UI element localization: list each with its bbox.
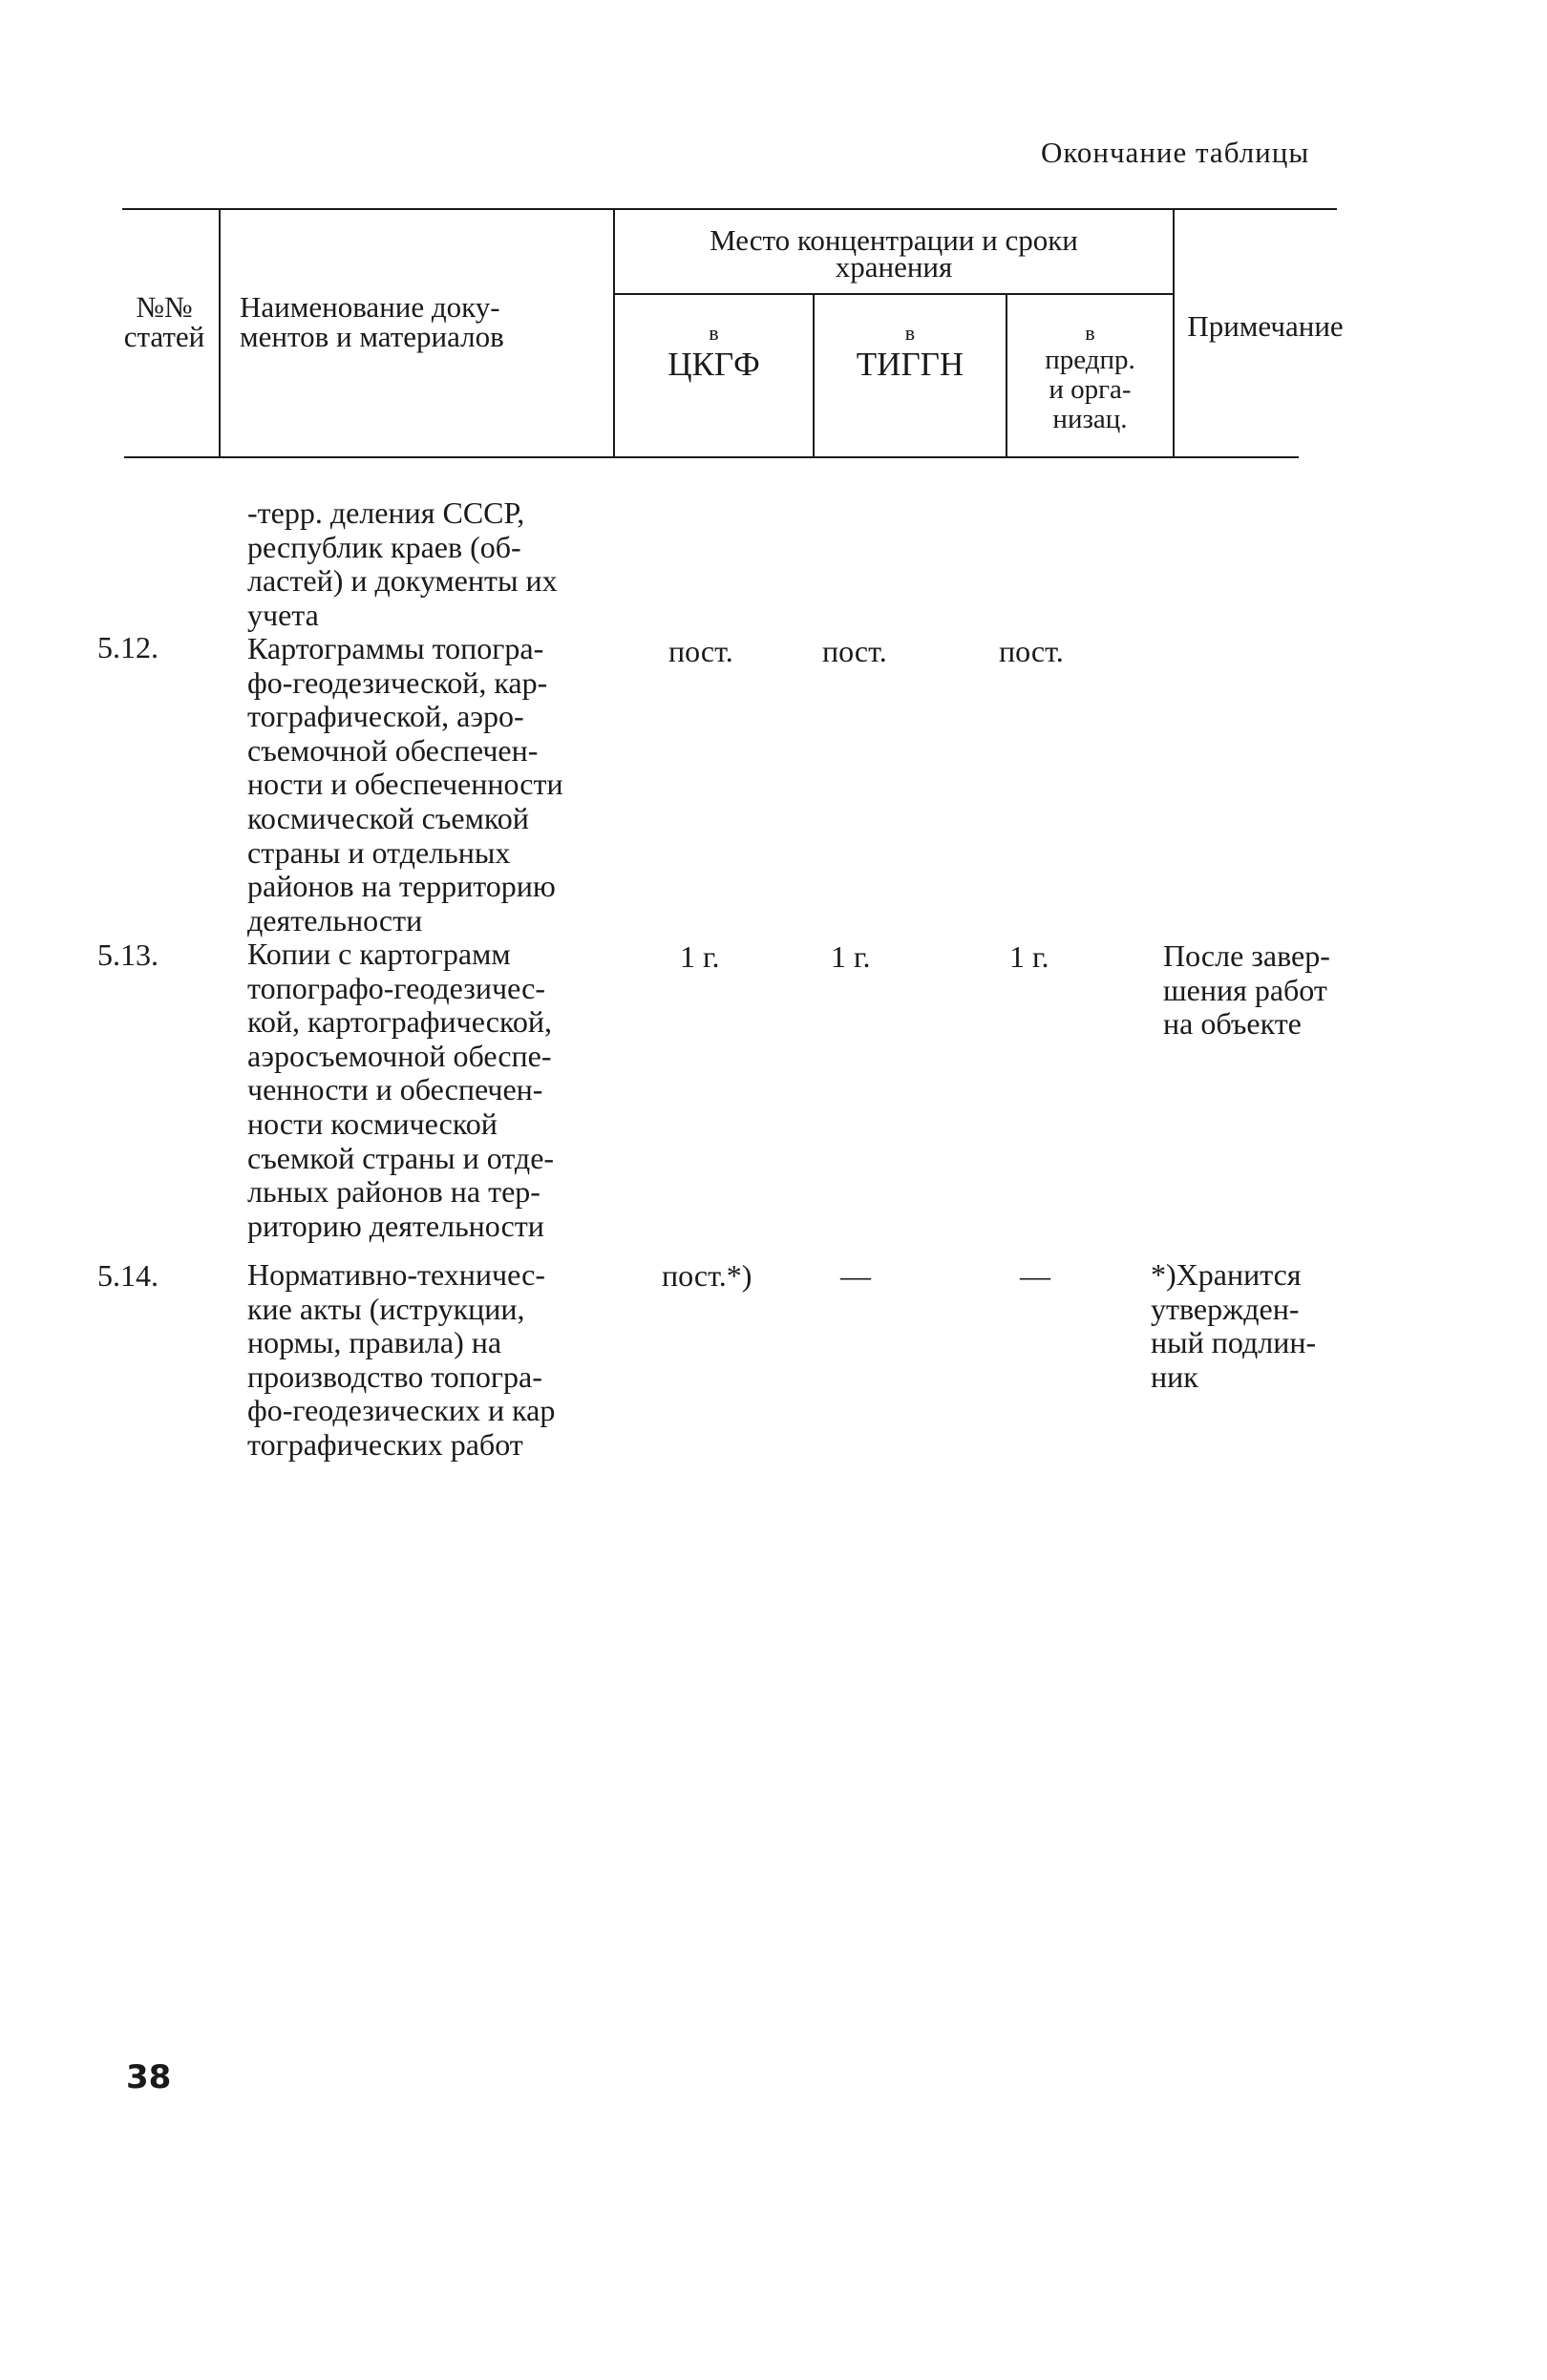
row-note: *)Хранится утвержден- ный подлин- ник bbox=[1151, 1257, 1317, 1394]
row-name: Картограммы топогра- фо-геодезической, кар- тографической, аэро- съемочной обеспечен- ности и обеспеченности космической съемкой страны и отдельных районов на территорию деятельности bbox=[247, 631, 563, 937]
header-col-name: Наименование доку- ментов и материалов bbox=[240, 290, 504, 353]
header-sub-enterprises: в предпр. и орга- низац. bbox=[1045, 321, 1135, 434]
row-name: Нормативно-техничес- кие акты (иструкции, нормы, правила) на производство топогра- фо-геодезических и кар тографических работ bbox=[247, 1257, 556, 1462]
header-mid-rule bbox=[613, 293, 1173, 295]
header-divider bbox=[219, 210, 221, 456]
row-enterprise-term: — bbox=[1020, 1258, 1050, 1293]
row-tiggn-term: пост. bbox=[822, 634, 887, 668]
row-number: 5.12. bbox=[97, 630, 159, 664]
row-name: Копии с картограмм топографо-геодезичес- кой, картографической, аэросъемочной обеспе- ченности и обеспечен- ности космической съемкой страны и отде- льных районов на тер- риторию деятельности bbox=[247, 937, 555, 1243]
table-caption: Окончание таблицы bbox=[1041, 136, 1310, 169]
table-row: -терр. деления СССР, республик краев (об- ластей) и документы их учета bbox=[247, 495, 558, 632]
header-col-place: Место концентрации и сроки хранения bbox=[710, 223, 1078, 284]
header-top-rule bbox=[122, 208, 1337, 210]
row-tiggn-term: — bbox=[840, 1258, 871, 1293]
row-number: 5.13. bbox=[97, 937, 159, 972]
row-enterprise-term: 1 г. bbox=[1009, 939, 1049, 974]
row-number: 5.14. bbox=[97, 1258, 159, 1293]
header-sub-tiggn: в ТИГГН bbox=[856, 321, 964, 383]
header-col-note: Примечание bbox=[1187, 309, 1344, 343]
header-bottom-rule bbox=[124, 456, 1299, 458]
row-ckgf-term: пост.*) bbox=[662, 1258, 752, 1293]
row-enterprise-term: пост. bbox=[999, 634, 1064, 668]
header-col-num: №№ статей bbox=[123, 290, 205, 353]
row-tiggn-term: 1 г. bbox=[831, 939, 871, 974]
row-ckgf-term: 1 г. bbox=[680, 939, 720, 974]
row-note: После завер- шения работ на объекте bbox=[1163, 938, 1330, 1042]
header-sub-ckgf: в ЦКГФ bbox=[668, 321, 760, 383]
row-ckgf-term: пост. bbox=[668, 634, 733, 668]
page-number: 38 bbox=[126, 2058, 172, 2096]
